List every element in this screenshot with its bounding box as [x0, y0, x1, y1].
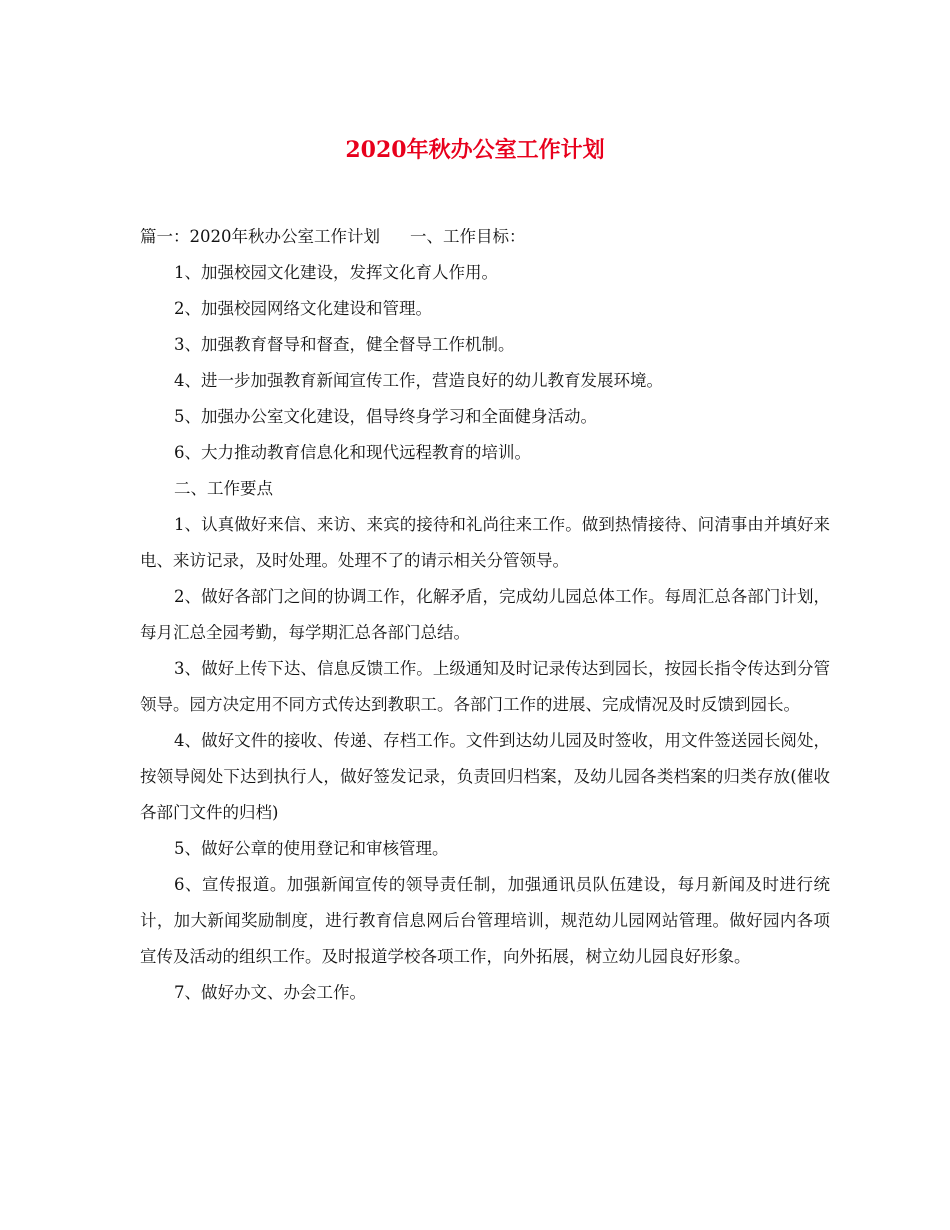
- page-title: 2020年秋办公室工作计划: [345, 137, 605, 163]
- goal-item: 2、加强校园网络文化建设和管理。: [174, 299, 432, 318]
- goal-item: 1、加强校园文化建设，发挥文化育人作用。: [174, 263, 498, 282]
- keypoint-item: 5、做好公章的使用登记和审核管理。: [174, 839, 449, 858]
- intro-heading: 篇一：2020年秋办公室工作计划: [140, 227, 380, 246]
- document-body: [140, 219, 830, 1011]
- keypoint-item: 2、做好各部门之间的协调工作，化解矛盾，完成幼儿园总体工作。每周汇总各部门计划，每月汇总全园考勤，每学期汇总各部门总结。: [140, 587, 830, 642]
- goal-item: 3、加强教育督导和督查，健全督导工作机制。: [174, 335, 515, 354]
- intro-paragraph: [140, 219, 830, 255]
- goal-item: 6、大力推动教育信息化和现代远程教育的培训。: [174, 443, 531, 462]
- keypoint-item: 7、做好办文、办会工作。: [174, 983, 366, 1002]
- section-heading-keypoints: 二、工作要点: [174, 479, 273, 498]
- goal-item: 5、加强办公室文化建设，倡导终身学习和全面健身活动。: [174, 407, 597, 426]
- section-heading-goals: 一、工作目标：: [410, 227, 526, 246]
- goal-item: 4、进一步加强教育新闻宣传工作，营造良好的幼儿教育发展环境。: [174, 371, 663, 390]
- keypoint-item: 6、宣传报道。加强新闻宣传的领导责任制，加强通讯员队伍建设，每月新闻及时进行统计，加大新闻奖励制度，进行教育信息网后台管理培训，规范幼儿园网站管理。做好园内各项宣传及活动的组织工作。及时报道学校各项工作，向外拓展，树立幼儿园良好形象。: [140, 875, 830, 966]
- keypoint-item: 4、做好文件的接收、传递、存档工作。文件到达幼儿园及时签收，用文件签送园长阅处，按领导阅处下达到执行人，做好签发记录，负责回归档案，及幼儿园各类档案的归类存放(催收各部门文件的归档): [140, 731, 830, 822]
- keypoint-item: 1、认真做好来信、来访、来宾的接待和礼尚往来工作。做到热情接待、问清事由并填好来电、来访记录，及时处理。处理不了的请示相关分管领导。: [140, 515, 830, 570]
- keypoint-item: 3、做好上传下达、信息反馈工作。上级通知及时记录传达到园长，按园长指令传达到分管领导。园方决定用不同方式传达到教职工。各部门工作的进展、完成情况及时反馈到园长。: [140, 659, 830, 714]
